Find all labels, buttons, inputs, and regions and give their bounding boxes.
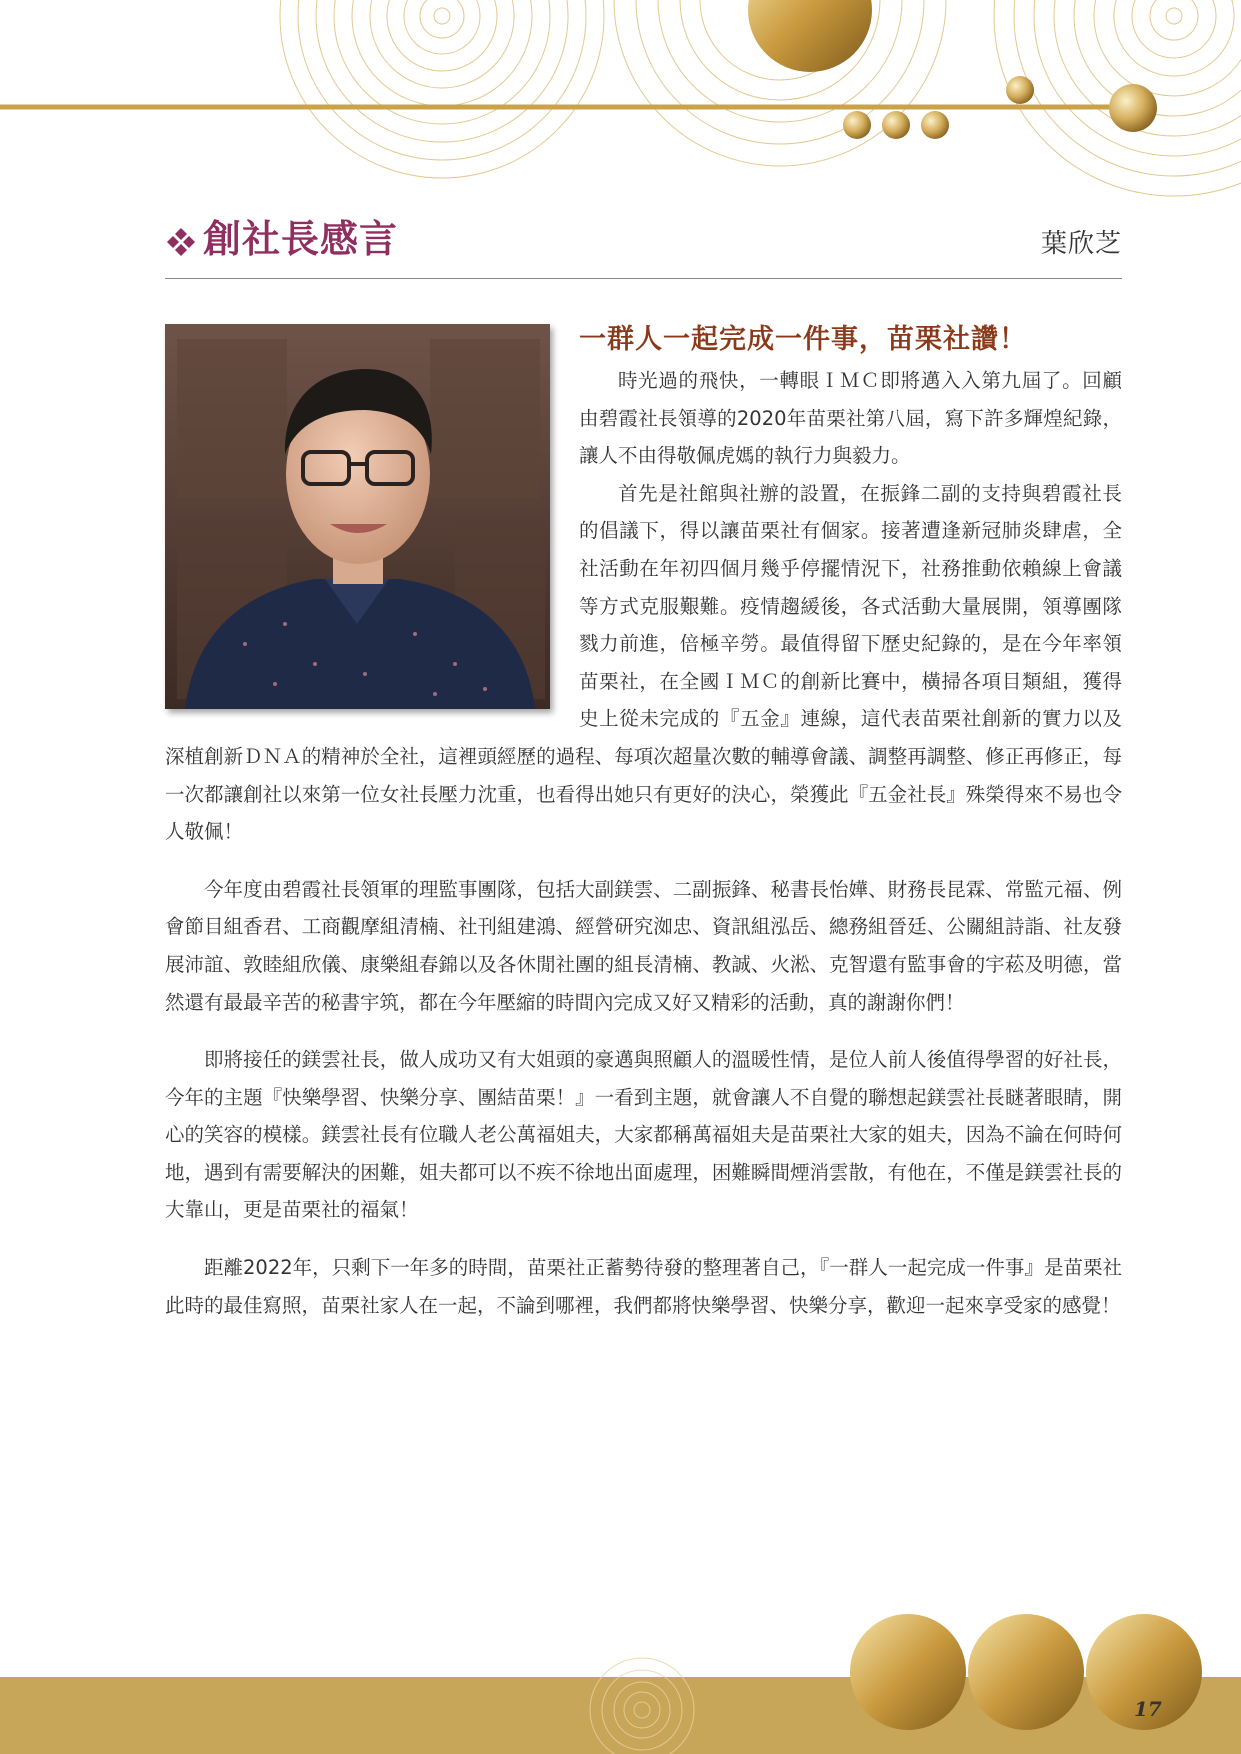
author-photo bbox=[165, 324, 550, 709]
top-decoration bbox=[0, 0, 1241, 210]
portrait-image bbox=[165, 324, 550, 709]
article-body bbox=[165, 320, 1122, 1324]
article-subtitle: 一群人一起完成一件事，苗栗社讚！ bbox=[579, 324, 1027, 355]
paragraph-2: 首先是社館與社辦的設置，在振鋒二副的支持與碧霞社長的倡議下，得以讓苗栗社有個家。接著遭逢新冠肺炎肆虐，全社活動在年初四個月幾乎停擺情況下，社務推動依賴線上會議等方式克服艱難。疫情趨緩後，各式活動大量展開，領導團隊戮力前進，倍極辛勞。最值得留下歷史紀錄的，是在今年率領苗栗社，在全國ＩＭＣ的創新比賽中，橫掃各項目類組，獲得史上從未完成的『五金』連線，這代表苗栗社創新的實力以及深植創新ＤＮＡ的精神於全社，這裡頭經歷的過程、每項次超量次數的輔導會議、調整再調整、修正再修正，每一次都讓創社以來第一位女社長壓力沈重，也看得出她只有更好的決心，榮獲此『五金社長』殊榮得來不易也令人敬佩！ bbox=[165, 481, 1122, 844]
paragraph-3: 今年度由碧霞社長領軍的理監事團隊，包括大副鎂雲、二副振鋒、秘書長怡嬅、財務長昆霖、常監元福、例會節目組香君、工商觀摩組清楠、社刊組建鴻、經營研究洳忠、資訊組泓岳、總務組晉廷、公關組詩詣、社友發展沛誼、敦睦組欣儀、康樂組春錦以及各休閒社團的組長清楠、教誠、火淞、克智還有監事會的宇菘及明德，當然還有最最辛苦的秘書宇筑，都在今年壓縮的時間內完成又好又精彩的活動，真的謝謝你們！ bbox=[165, 877, 1122, 1014]
paragraph-1: 時光過的飛快，一轉眼ＩＭＣ即將邁入入第九屆了。回顧由碧霞社長領導的2020年苗栗社第八屆，寫下許多輝煌紀錄，讓人不由得敬佩虎媽的執行力與毅力。 bbox=[579, 369, 1122, 468]
paragraph-5: 距離2022年，只剩下一年多的時間，苗栗社正蓄勢待發的整理著自己，『一群人一起完成一件事』是苗栗社此時的最佳寫照，苗栗社家人在一起，不論到哪裡，我們都將快樂學習、快樂分享，歡迎一起來享受家的感覺！ bbox=[165, 1256, 1122, 1317]
paragraph-4: 即將接任的鎂雲社長，做人成功又有大姐頭的豪邁與照顧人的溫暖性情，是位人前人後值得學習的好社長，今年的主題『快樂學習、快樂分享、團結苗栗！』一看到主題，就會讓人不自覺的聯想起鎂雲社長瞇著眼睛，開心的笑容的模樣。鎂雲社長有位職人老公萬福姐夫，大家都稱萬福姐夫是苗栗社大家的姐夫，因為不論在何時何地，遇到有需要解決的困難，姐夫都可以不疾不徐地出面處理，困難瞬間煙消雲散，有他在，不僅是鎂雲社長的大靠山，更是苗栗社的福氣！ bbox=[165, 1048, 1122, 1222]
header bbox=[165, 212, 1122, 279]
bottom-decoration bbox=[0, 1600, 1241, 1754]
author-name: 葉欣芝 bbox=[1040, 229, 1122, 259]
page-number: 17 bbox=[1134, 1697, 1162, 1721]
page-title: 創社長感言 bbox=[203, 216, 399, 261]
diamond-bullet-icon bbox=[165, 220, 197, 260]
